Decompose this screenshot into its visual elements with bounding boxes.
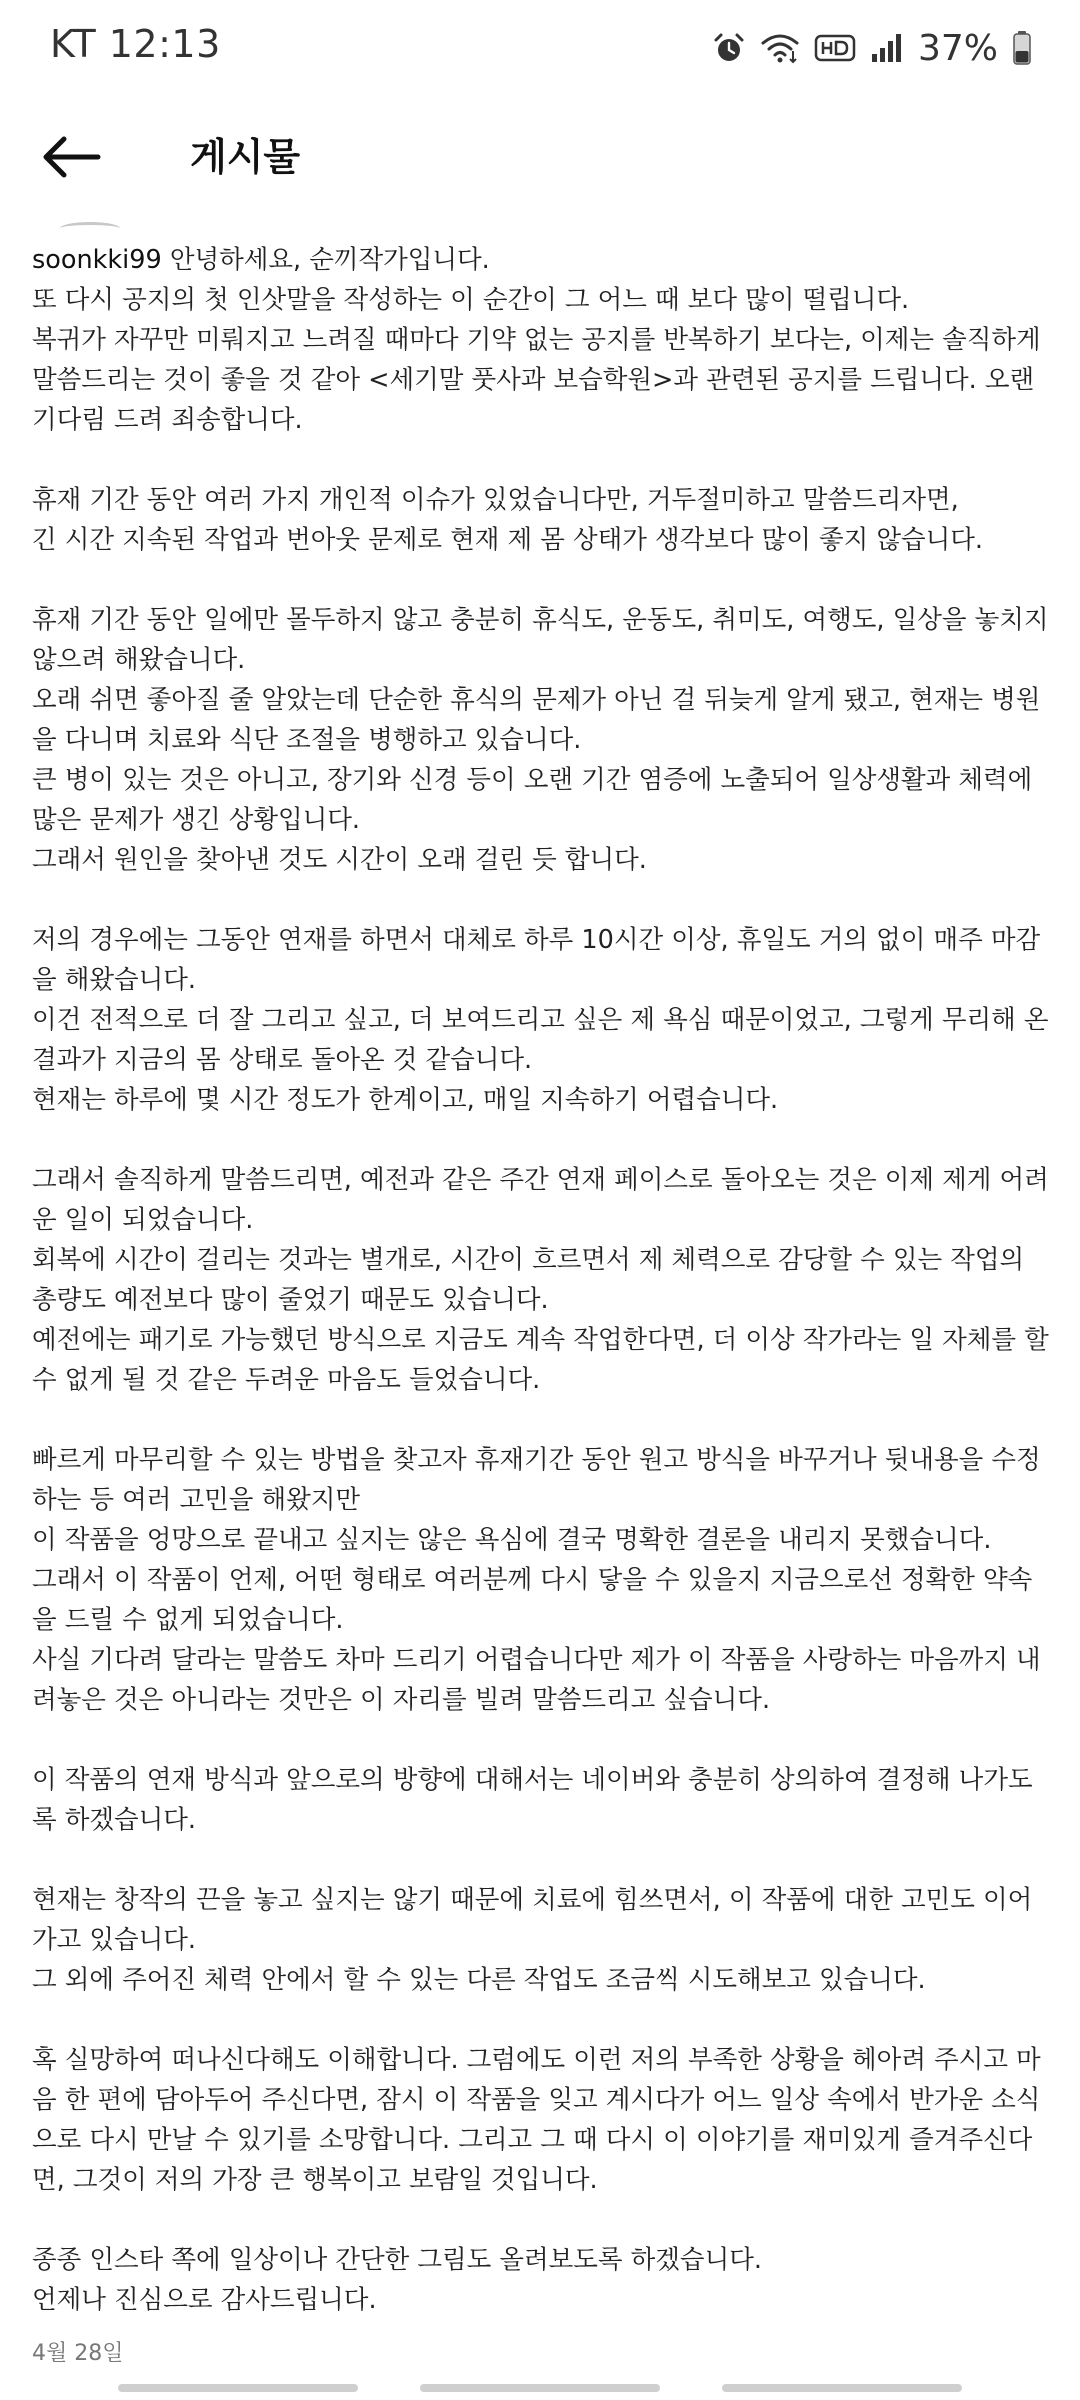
caption-line: 또 다시 공지의 첫 인삿말을 작성하는 이 순간이 그 어느 때 보다 많이 떨립니다. — [32, 285, 910, 315]
paragraph-gap — [32, 1400, 1052, 1440]
alarm-icon — [712, 31, 746, 65]
post-caption — [32, 240, 1052, 2320]
caption-line: 휴재 기간 동안 일에만 몰두하지 않고 충분히 휴식도, 운동도, 취미도, 여행도, 일상을 놓치지 — [32, 605, 1049, 635]
nav-bar-left[interactable] — [118, 2384, 358, 2392]
paragraph-gap — [32, 560, 1052, 600]
caption-line: 사실 기다려 달라는 말씀도 차마 드리기 어렵습니다만 제가 이 작품을 사랑하는 마음까지 내 — [32, 1645, 1041, 1675]
caption-line: 언제나 진심으로 감사드립니다. — [32, 2285, 377, 2315]
paragraph-gap — [32, 2000, 1052, 2040]
caption-line: 이건 전적으로 더 잘 그리고 싶고, 더 보여드리고 싶은 제 욕심 때문이었고, 그렇게 무리해 온 — [32, 1005, 1049, 1035]
caption-line: 많은 문제가 생긴 상황입니다. — [32, 805, 361, 835]
caption-line: 예전에는 패기로 가능했던 방식으로 지금도 계속 작업한다면, 더 이상 작가라는 일 자체를 할 — [32, 1325, 1049, 1355]
status-icons — [712, 26, 1032, 70]
nav-bar-center[interactable] — [420, 2384, 660, 2392]
caption-line: 록 하겠습니다. — [32, 1805, 197, 1835]
caption-line: 복귀가 자꾸만 미뤄지고 느려질 때마다 기약 없는 공지를 반복하기 보다는, 이제는 솔직하게 — [32, 325, 1041, 355]
caption-line: 결과가 지금의 몸 상태로 돌아온 것 같습니다. — [32, 1045, 533, 1075]
caption-line: 을 드릴 수 없게 되었습니다. — [32, 1605, 344, 1635]
caption-line: 이 작품을 엉망으로 끝내고 싶지는 않은 욕심에 결국 명확한 결론을 내리지 못했습니다. — [32, 1525, 992, 1555]
caption-line: 빠르게 마무리할 수 있는 방법을 찾고자 휴재기간 동안 원고 방식을 바꾸거나 뒷내용을 수정 — [32, 1445, 1041, 1475]
caption-line: 수 없게 될 것 같은 두려운 마음도 들었습니다. — [32, 1365, 541, 1395]
caption-line: 휴재 기간 동안 여러 가지 개인적 이슈가 있었습니다만, 거두절미하고 말씀드리자면, — [32, 485, 959, 515]
battery-icon — [1012, 30, 1032, 66]
bottom-navigation-hint — [0, 2384, 1080, 2400]
battery-percent: 37% — [917, 27, 998, 69]
paragraph-gap — [32, 1120, 1052, 1160]
caption-line: 않으려 해왔습니다. — [32, 645, 246, 675]
caption-greeting: 안녕하세요, 순끼작가입니다. — [161, 245, 490, 275]
status-bar — [0, 0, 1080, 100]
caption-line: 현재는 하루에 몇 시간 정도가 한계이고, 매일 지속하기 어렵습니다. — [32, 1085, 779, 1115]
caption-line: 을 다니며 치료와 식단 조절을 병행하고 있습니다. — [32, 725, 582, 755]
paragraph-gap — [32, 1840, 1052, 1880]
caption-line: 저의 경우에는 그동안 연재를 하면서 대체로 하루 10시간 이상, 휴일도 거의 없이 매주 마감 — [32, 925, 1041, 955]
caption-line: 종종 인스타 쪽에 일상이나 간단한 그림도 올려보도록 하겠습니다. — [32, 2245, 762, 2275]
caption-line: 그 외에 주어진 체력 안에서 할 수 있는 다른 작업도 조금씩 시도해보고 있습니다. — [32, 1965, 926, 1995]
caption-line: 오래 쉬면 좋아질 줄 알았는데 단순한 휴식의 문제가 아닌 걸 뒤늦게 알게 됐고, 현재는 병원 — [32, 685, 1041, 715]
caption-line: 긴 시간 지속된 작업과 번아웃 문제로 현재 제 몸 상태가 생각보다 많이 좋지 않습니다. — [32, 525, 984, 555]
app-header — [0, 100, 1080, 210]
paragraph-gap — [32, 1720, 1052, 1760]
back-button[interactable] — [36, 122, 106, 192]
scrolled-avatar-edge — [60, 222, 120, 235]
arrow-left-icon — [40, 134, 102, 180]
caption-line: 운 일이 되었습니다. — [32, 1205, 254, 1235]
caption-first-line — [32, 240, 1052, 280]
caption-line: 기다림 드려 죄송합니다. — [32, 405, 303, 435]
page-title: 게시물 — [190, 135, 301, 179]
paragraph-gap — [32, 880, 1052, 920]
paragraph-gap — [32, 440, 1052, 480]
caption-line: 음 한 편에 담아두어 주신다면, 잠시 이 작품을 잊고 계시다가 어느 일상 속에서 반가운 소식 — [32, 2085, 1041, 2115]
nav-bar-right[interactable] — [722, 2384, 962, 2392]
status-carrier-time: KT 12:13 — [50, 22, 221, 66]
caption-line: 그래서 이 작품이 언제, 어떤 형태로 여러분께 다시 닿을 수 있을지 지금으로선 정확한 약속 — [32, 1565, 1033, 1595]
caption-line: 을 해왔습니다. — [32, 965, 197, 995]
caption-lines — [32, 280, 1052, 2320]
wifi-icon — [760, 31, 800, 65]
caption-line: 혹 실망하여 떠나신다해도 이해합니다. 그럼에도 이런 저의 부족한 상황을 헤아려 주시고 마 — [32, 2045, 1041, 2075]
caption-line: 그래서 솔직하게 말씀드리면, 예전과 같은 주간 연재 페이스로 돌아오는 것은 이제 제게 어려 — [32, 1165, 1049, 1195]
post-date: 4월 28일 — [32, 2341, 124, 2366]
caption-line: 현재는 창작의 끈을 놓고 싶지는 않기 때문에 치료에 힘쓰면서, 이 작품에 대한 고민도 이어 — [32, 1885, 1033, 1915]
caption-line: 이 작품의 연재 방식과 앞으로의 방향에 대해서는 네이버와 충분히 상의하여 결정해 나가도 — [32, 1765, 1033, 1795]
caption-line: 하는 등 여러 고민을 해왔지만 — [32, 1485, 361, 1515]
caption-line: 면, 그것이 저의 가장 큰 행복이고 보람일 것입니다. — [32, 2165, 598, 2195]
caption-line: 그래서 원인을 찾아낸 것도 시간이 오래 걸린 듯 합니다. — [32, 845, 647, 875]
caption-line: 회복에 시간이 걸리는 것과는 별개로, 시간이 흐르면서 제 체력으로 감당할 수 있는 작업의 — [32, 1245, 1025, 1275]
caption-line: 가고 있습니다. — [32, 1925, 197, 1955]
post-username[interactable]: soonkki99 — [32, 245, 162, 275]
hd-icon — [814, 33, 856, 63]
caption-line: 려놓은 것은 아니라는 것만은 이 자리를 빌려 말씀드리고 싶습니다. — [32, 1685, 771, 1715]
paragraph-gap — [32, 2200, 1052, 2240]
caption-line: 말씀드리는 것이 좋을 것 같아 <세기말 풋사과 보습학원>과 관련된 공지를 드립니다. 오랜 — [32, 365, 1035, 395]
caption-line: 총량도 예전보다 많이 줄었기 때문도 있습니다. — [32, 1285, 549, 1315]
signal-icon — [870, 32, 904, 64]
caption-line: 으로 다시 만날 수 있기를 소망합니다. 그리고 그 때 다시 이 이야기를 재미있게 즐겨주신다 — [32, 2125, 1033, 2155]
caption-line: 큰 병이 있는 것은 아니고, 장기와 신경 등이 오랜 기간 염증에 노출되어 일상생활과 체력에 — [32, 765, 1033, 795]
